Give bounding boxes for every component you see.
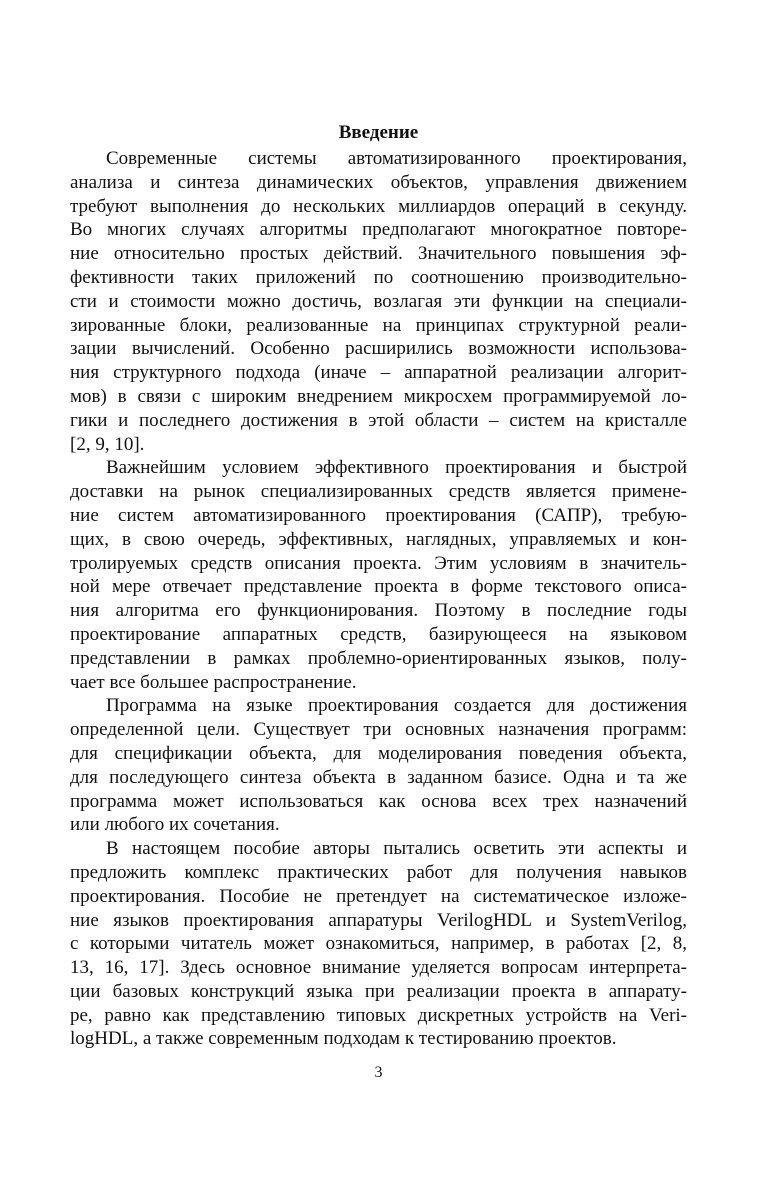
- text-line: зированные блоки, реализованные на принципах структурной реали-: [70, 314, 687, 336]
- text-line: проектирование аппаратных средств, базирующееся на языковом: [70, 623, 687, 645]
- text-line: или любого их сочетания.: [70, 814, 280, 836]
- text-line: ния алгоритма его функционирования. Поэтому в последние годы: [70, 600, 687, 622]
- text-line: ре, равно как представлению типовых дискретных устройств на Veri-: [70, 1004, 687, 1026]
- text-line: Во многих случаях алгоритмы предполагают многократное повторе-: [70, 219, 687, 241]
- text-line: мов) в связи с широким внедрением микросхем программируемой ло-: [70, 385, 687, 407]
- text-line: зации вычислений. Особенно расширились возможности использова-: [70, 338, 687, 360]
- text-line: 13, 16, 17]. Здесь основное внимание уделяется вопросам интерпрета-: [70, 957, 687, 979]
- text-line: щих, в свою очередь, эффективных, наглядных, управляемых и кон-: [70, 528, 687, 550]
- text-line: для спецификации объекта, для моделирования поведения объекта,: [70, 742, 687, 764]
- paragraph-3: [70, 694, 687, 837]
- paragraph-4: [70, 837, 687, 1051]
- text-line: сти и стоимости можно достичь, возлагая эти функции на специали-: [70, 290, 687, 312]
- page-body: [70, 120, 687, 1051]
- text-line: гики и последнего достижения в этой области – систем на кристалле: [70, 409, 687, 431]
- text-line: Программа на языке проектирования создается для достижения: [106, 695, 687, 717]
- text-line: В настоящем пособие авторы пытались осветить эти аспекты и: [106, 838, 687, 860]
- text-line: [2, 9, 10].: [70, 433, 145, 455]
- text-line: определенной цели. Существует три основных назначения программ:: [70, 719, 687, 741]
- section-title: Введение: [338, 122, 419, 143]
- text-line: с которыми читатель может ознакомиться, например, в работах [2, 8,: [70, 933, 687, 955]
- text-line: Современные системы автоматизированного проектирования,: [106, 148, 687, 169]
- text-line: ной мере отвечает представление проекта в форме текстового описа-: [70, 576, 687, 598]
- text-line: предложить комплекс практических работ для получения навыков: [70, 861, 687, 883]
- text-line: представлении в рамках проблемно-ориентированных языков, полу-: [70, 647, 687, 669]
- text-line: анализа и синтеза динамических объектов, управления движением: [70, 171, 687, 193]
- text-line: Важнейшим условием эффективного проектирования и быстрой: [106, 457, 687, 479]
- text-line: фективности таких приложений по соотношению производительно-: [70, 266, 687, 288]
- text-line: ние языков проектирования аппаратуры VerilogHDL и SystemVerilog,: [70, 909, 687, 931]
- text-line: logHDL, а также современным подходам к тестированию проектов.: [70, 1028, 617, 1050]
- paragraph-2: [70, 456, 687, 694]
- text-line: ния структурного подхода (иначе – аппаратной реализации алгорит-: [70, 362, 687, 384]
- paragraphs-container: [70, 147, 687, 1051]
- text-line: требуют выполнения до нескольких миллиардов операций в секунду.: [70, 195, 687, 217]
- text-line: программа может использоваться как основа всех трех назначений: [70, 790, 687, 812]
- text-line: ции базовых конструкций языка при реализации проекта в аппарату-: [70, 980, 687, 1002]
- text-line: проектирования. Пособие не претендует на систематическое изложе-: [70, 885, 687, 907]
- paragraph-1: [70, 147, 687, 456]
- text-line: ние систем автоматизированного проектирования (САПР), требую-: [70, 504, 687, 526]
- text-line: тролируемых средств описания проекта. Этим условиям в значитель-: [70, 552, 687, 574]
- text-line: чает все большее распространение.: [70, 671, 357, 693]
- text-line: ние относительно простых действий. Значительного повышения эф-: [70, 243, 687, 265]
- page-number: 3: [374, 1064, 383, 1081]
- text-line: доставки на рынок специализированных средств является примене-: [70, 481, 687, 503]
- text-line: для последующего синтеза объекта в заданном базисе. Одна и та же: [70, 766, 687, 788]
